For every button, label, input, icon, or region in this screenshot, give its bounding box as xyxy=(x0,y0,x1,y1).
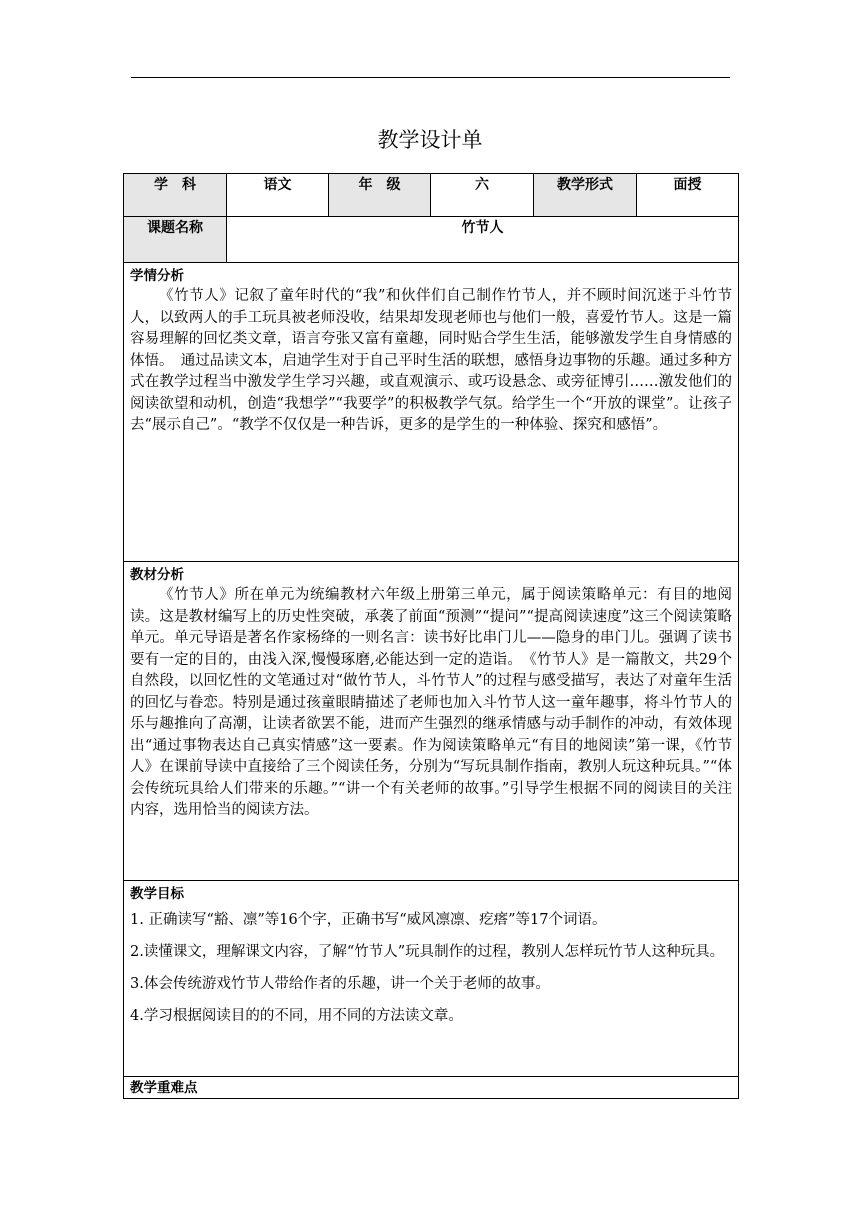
learner-analysis-row xyxy=(124,263,739,562)
objectives-heading: 教学目标 xyxy=(130,886,184,902)
topic-value: 竹节人 xyxy=(227,217,739,263)
form-value: 面授 xyxy=(637,174,739,217)
objective-item-3: 3.体会传统游戏竹节人带给作者的乐趣，讲一个关于老师的故事。 xyxy=(130,976,550,992)
form-label: 教学形式 xyxy=(534,174,637,217)
objective-item-4: 4.学习根据阅读目的的不同，用不同的方法读文章。 xyxy=(130,1008,463,1024)
learner-analysis-heading: 学情分析 xyxy=(130,268,184,284)
material-analysis-row xyxy=(124,562,739,881)
key-points-heading: 教学重难点 xyxy=(130,1080,198,1096)
topic-label: 课题名称 xyxy=(124,217,227,263)
document-title: 教学设计单 xyxy=(377,128,483,152)
objective-item-2: 2.读懂课文，理解课文内容，了解“竹节人”玩具制作的过程，教别人怎样玩竹节人这种玩具。 xyxy=(130,944,725,960)
objectives-row xyxy=(124,881,739,1077)
info-row xyxy=(124,174,739,217)
key-points-cell xyxy=(124,1077,739,1099)
lesson-design-table xyxy=(123,173,739,1099)
subject-label: 学 科 xyxy=(124,174,227,217)
grade-label: 年 级 xyxy=(329,174,431,217)
material-analysis-cell xyxy=(124,562,739,881)
grade-value: 六 xyxy=(431,174,534,217)
objective-item-1: 1. 正确读写“豁、凛”等16个字，正确书写“威风凛凛、疙瘩”等17个词语。 xyxy=(130,912,607,928)
objectives-cell xyxy=(124,881,739,1077)
key-points-row xyxy=(124,1077,739,1099)
material-analysis-body: 《竹节人》所在单元为统编教材六年级上册第三单元，属于阅读策略单元：有目的地阅读。这是教材编写上的历史性突破，承袭了前面“预测”“提问”“提高阅读速度”这三个阅读策略单元。单元导语是著名作家杨绛的一则名言：读书好比串门儿——隐身的串门儿。强调了读书要有一定的目的，由浅入深,慢慢琢磨,必能达到一定的造诣。 《竹节人》是一篇散文，共29个自然段，以回忆性的文笔通过对“做竹节人，斗竹节人”的过程与感受描写，表达了对童年生活的回忆与眷恋。特别是通过孩童眼睛描述了老师也加入斗竹节人这一童年趣事，将斗竹节人的乐与趣推向了高潮，让读者欲罢不能，进而产生强烈的继承情感与动手制作的冲动，有效体现出“通过事物表达自己真实情感”这一要素。作为阅读策略单元“有目的地阅读”第一课，《竹节人》在课前导读中直接给了三个阅读任务，分别为“写玩具制作指南，教别人玩这种玩具。”“体会传统玩具给人们带来的乐趣。”“讲一个有关老师的故事。”引导学生根据不同的阅读目的关注内容，选用恰当的阅读方法。 xyxy=(130,587,732,818)
topic-row xyxy=(124,217,739,263)
learner-analysis-body: 《竹节人》记叙了童年时代的“我”和伙伴们自己制作竹节人，并不顾时间沉迷于斗竹节人，以致两人的手工玩具被老师没收，结果却发现老师也与他们一般，喜爱竹节人。这是一篇容易理解的回忆类文章，语言夸张又富有童趣，同时贴合学生生活，能够激发学生自身情感的体悟。 通过品读文本，启迪学生对于自己平时生活的联想，感悟身边事物的乐趣。通过多种方式在教学过程当中激发学生学习兴趣，或直观演示、或巧设悬念、或旁征博引……激发他们的阅读欲望和动机，创造“我想学”“我要学”的积极教学气氛。给学生一个“开放的课堂”。让孩子去“展示自己”。“教学不仅仅是一种告诉，更多的是学生的一种体验、探究和感悟”。 xyxy=(130,288,732,433)
subject-value: 语文 xyxy=(227,174,329,217)
header-rule xyxy=(131,77,730,78)
learner-analysis-cell xyxy=(124,263,739,562)
material-analysis-heading: 教材分析 xyxy=(130,567,184,583)
